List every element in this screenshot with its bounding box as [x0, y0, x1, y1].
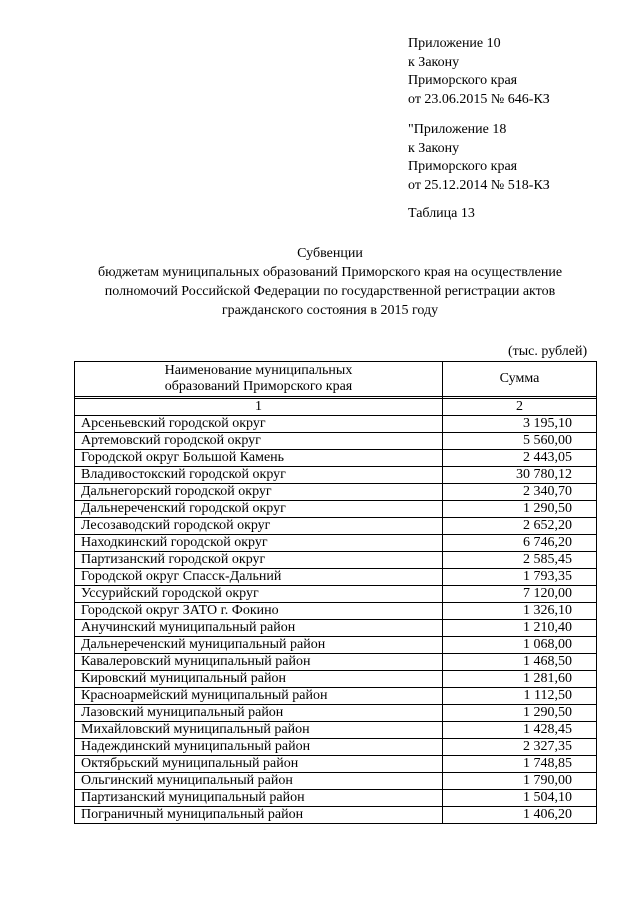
subvention-amount: 3 195,10	[443, 416, 597, 433]
table-row	[75, 688, 597, 705]
municipality-name: Октябрьский муниципальный район	[75, 756, 443, 773]
table-row	[75, 450, 597, 467]
header-sum: Сумма	[443, 362, 597, 397]
subvention-amount: 1 468,50	[443, 654, 597, 671]
subvention-amount: 1 790,00	[443, 773, 597, 790]
title-line1: Субвенции	[297, 246, 363, 261]
municipality-name: Находкинский городской округ	[75, 535, 443, 552]
header-name-line1: Наименование муниципальных	[164, 363, 353, 378]
municipality-name: Партизанский городской округ	[75, 552, 443, 569]
municipality-name: Надеждинский муниципальный район	[75, 739, 443, 756]
subvention-amount: 2 340,70	[443, 484, 597, 501]
subvention-amount: 1 112,50	[443, 688, 597, 705]
table-row	[75, 603, 597, 620]
table-row	[75, 654, 597, 671]
table-row	[75, 518, 597, 535]
table-row	[75, 433, 597, 450]
subvention-amount: 1 290,50	[443, 501, 597, 518]
municipality-name: Арсеньевский городской округ	[75, 416, 443, 433]
subvention-amount: 2 652,20	[443, 518, 597, 535]
municipality-name: Артемовский городской округ	[75, 433, 443, 450]
annex-original-line3: Приморского края	[408, 159, 518, 174]
annex-original-line4: от 25.12.2014 № 518-КЗ	[408, 177, 550, 193]
subvention-amount: 2 585,45	[443, 552, 597, 569]
municipality-name: Городской округ Большой Камень	[75, 450, 443, 467]
header-name-line2: образований Приморского края	[164, 379, 353, 394]
municipality-name: Дальнереченский муниципальный район	[75, 637, 443, 654]
municipality-name: Лесозаводский городской округ	[75, 518, 443, 535]
annex-original-line2: к Закону	[408, 140, 460, 156]
subvention-amount: 1 290,50	[443, 705, 597, 722]
municipality-name: Кавалеровский муниципальный район	[75, 654, 443, 671]
table-row	[75, 416, 597, 433]
subvention-table	[74, 361, 597, 824]
annex-current-reference	[408, 35, 550, 109]
municipality-name: Ольгинский муниципальный район	[75, 773, 443, 790]
municipality-name: Партизанский муниципальный район	[75, 790, 443, 807]
municipality-name: Пограничный муниципальный район	[75, 807, 443, 824]
municipality-name: Анучинский муниципальный район	[75, 620, 443, 637]
table-row	[75, 671, 597, 688]
municipality-name: Михайловский муниципальный район	[75, 722, 443, 739]
table-row	[75, 637, 597, 654]
annex-current-line2: к Закону	[408, 54, 460, 70]
table-row	[75, 773, 597, 790]
title-line4: гражданского состояния в 2015 году	[221, 303, 439, 318]
annex-original-line1: "Приложение 18	[408, 122, 507, 137]
table-row	[75, 586, 597, 603]
title-line2: бюджетам муниципальных образований Приморского края на осуществление	[97, 265, 563, 280]
subvention-amount: 2 327,35	[443, 739, 597, 756]
annex-current-line4: от 23.06.2015 № 646-КЗ	[408, 91, 550, 107]
subvention-amount: 1 428,45	[443, 722, 597, 739]
subvention-amount: 5 560,00	[443, 433, 597, 450]
table-row	[75, 790, 597, 807]
table-row	[75, 620, 597, 637]
subvention-amount: 1 210,40	[443, 620, 597, 637]
title-line3: полномочий Российской Федерации по государственной регистрации актов	[104, 284, 556, 299]
table-row	[75, 807, 597, 824]
subvention-amount: 30 780,12	[443, 467, 597, 484]
column-number-2: 2	[443, 399, 597, 416]
units-label: (тыс. рублей)	[508, 344, 588, 359]
table-row	[75, 535, 597, 552]
table-row	[75, 484, 597, 501]
subvention-amount: 1 326,10	[443, 603, 597, 620]
table-header-row	[75, 362, 597, 397]
table-body	[75, 416, 597, 824]
table-row	[75, 756, 597, 773]
column-number-row	[75, 399, 597, 416]
table-row	[75, 569, 597, 586]
subvention-amount: 1 504,10	[443, 790, 597, 807]
municipality-name: Уссурийский городской округ	[75, 586, 443, 603]
table-row	[75, 467, 597, 484]
subvention-amount: 2 443,05	[443, 450, 597, 467]
subvention-amount: 1 281,60	[443, 671, 597, 688]
table-row	[75, 552, 597, 569]
municipality-name: Дальнереченский городской округ	[75, 501, 443, 518]
annex-current-line1: Приложение 10	[408, 36, 501, 51]
subvention-amount: 1 793,35	[443, 569, 597, 586]
municipality-name: Городской округ ЗАТО г. Фокино	[75, 603, 443, 620]
table-row	[75, 705, 597, 722]
municipality-name: Кировский муниципальный район	[75, 671, 443, 688]
annex-original-reference	[408, 121, 550, 195]
subvention-amount: 7 120,00	[443, 586, 597, 603]
municipality-name: Лазовский муниципальный район	[75, 705, 443, 722]
subvention-amount: 6 746,20	[443, 535, 597, 552]
municipality-name: Городской округ Спасск-Дальний	[75, 569, 443, 586]
annex-current-line3: Приморского края	[408, 73, 518, 88]
table-row	[75, 722, 597, 739]
table-row	[75, 739, 597, 756]
subvention-amount: 1 406,20	[443, 807, 597, 824]
subvention-amount: 1 068,00	[443, 637, 597, 654]
subvention-amount: 1 748,85	[443, 756, 597, 773]
table-row	[75, 501, 597, 518]
column-number-1: 1	[75, 399, 443, 416]
document-title	[40, 244, 620, 320]
table-number: Таблица 13	[408, 206, 475, 221]
municipality-name: Дальнегорский городской округ	[75, 484, 443, 501]
municipality-name: Красноармейский муниципальный район	[75, 688, 443, 705]
header-name	[75, 362, 443, 397]
municipality-name: Владивостокский городской округ	[75, 467, 443, 484]
